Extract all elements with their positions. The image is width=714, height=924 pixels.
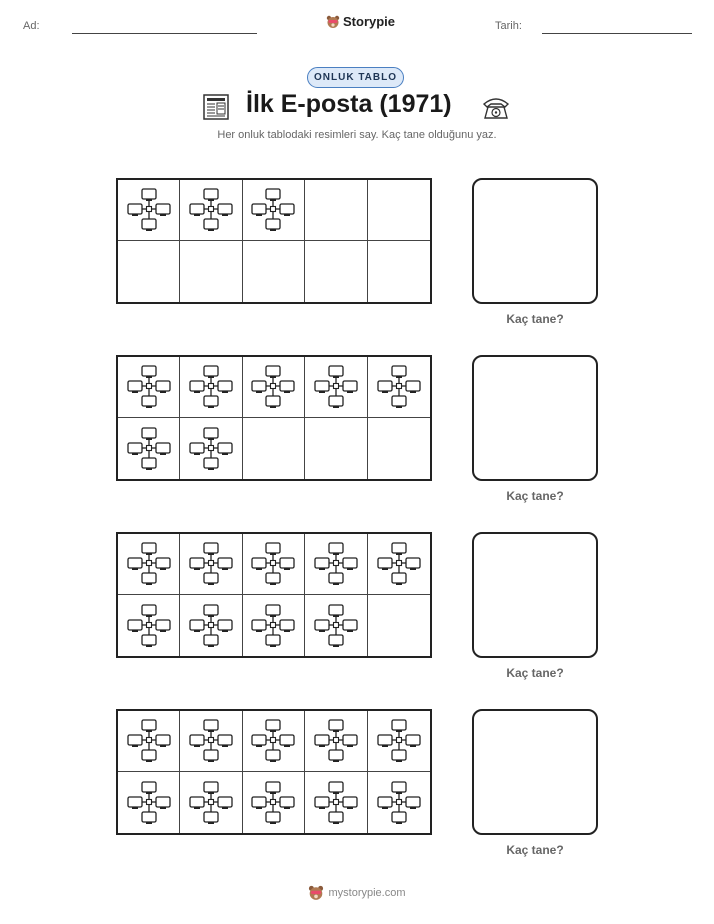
computer-network-icon [188,363,234,411]
computer-network-icon [313,779,359,827]
ten-frame-cell [305,711,367,772]
date-line[interactable] [542,33,692,34]
telephone-icon [480,92,512,122]
computer-network-icon [126,186,172,234]
ten-frame-2 [116,355,432,481]
computer-network-icon [188,540,234,588]
ten-frame-cell [368,418,430,479]
worksheet-header [0,0,714,50]
answer-box-2[interactable] [472,355,598,481]
computer-network-icon [313,717,359,765]
computer-network-icon [313,363,359,411]
ten-frame-cell [305,534,367,595]
ten-frame-1 [116,178,432,304]
answer-label-3: Kaç tane? [506,666,564,680]
ten-frame-cell [305,180,367,241]
ten-frame-cell [180,711,242,772]
ten-frame-cell [368,180,430,241]
brand-logo [326,14,395,29]
ten-frame-cell [368,241,430,302]
page-title: İlk E-posta (1971) [246,90,452,118]
date-label: Tarih: [495,20,522,32]
ten-frame-3 [116,532,432,658]
ten-frame-cell [118,418,180,479]
ten-frame-cell [243,418,305,479]
computer-network-icon [313,540,359,588]
ten-frame-cell [180,595,242,656]
ten-frame-cell [180,180,242,241]
computer-network-icon [188,779,234,827]
ten-frame-cell [180,772,242,833]
ten-frame-cell [118,241,180,302]
answer-box-1[interactable] [472,178,598,304]
ten-frame-cell [243,180,305,241]
ten-frame-cell [368,357,430,418]
computer-network-icon [188,717,234,765]
ten-frame-cell [243,534,305,595]
footer [0,885,714,901]
ten-frame-cell [243,595,305,656]
instructions: Her onluk tablodaki resimleri say. Kaç tane olduğunu yaz. [217,129,497,141]
ten-frame-cell [305,241,367,302]
ten-frame-cell [305,357,367,418]
ten-frame-cell [180,534,242,595]
answer-box-3[interactable] [472,532,598,658]
computer-network-icon [126,425,172,473]
ten-frame-cell [118,534,180,595]
computer-network-icon [188,602,234,650]
computer-network-icon [126,540,172,588]
computer-network-icon [250,602,296,650]
computer-network-icon [126,717,172,765]
ten-frame-cell [305,772,367,833]
answer-label-2: Kaç tane? [506,489,564,503]
computer-network-icon [250,779,296,827]
computer-network-icon [126,602,172,650]
answer-label-4: Kaç tane? [506,843,564,857]
computer-network-icon [250,186,296,234]
ten-frame-cell [368,595,430,656]
computer-network-icon [313,602,359,650]
name-label: Ad: [23,20,40,32]
ten-frame-cell [118,772,180,833]
computer-network-icon [250,717,296,765]
title-row [0,88,714,126]
ten-frame-4 [116,709,432,835]
ten-frame-cell [118,595,180,656]
computer-network-icon [188,425,234,473]
computer-network-icon [250,363,296,411]
ten-frame-cell [305,595,367,656]
ten-frame-cell [305,418,367,479]
newspaper-icon [201,92,231,122]
name-line[interactable] [72,33,257,34]
ten-frame-cell [368,534,430,595]
ten-frame-cell [243,357,305,418]
ten-frame-cell [368,772,430,833]
brand-name: Storypie [343,14,396,29]
footer-url: mystorypie.com [328,887,406,899]
ten-frame-cell [368,711,430,772]
ten-frame-cell [180,241,242,302]
computer-network-icon [376,779,422,827]
computer-network-icon [376,717,422,765]
bear-mascot-icon [308,885,324,901]
ten-frame-cell [243,711,305,772]
computer-network-icon [188,186,234,234]
ten-frame-cell [180,418,242,479]
ten-frame-cell [118,711,180,772]
ten-frame-cell [243,772,305,833]
computer-network-icon [250,540,296,588]
ten-frame-cell [180,357,242,418]
answer-box-4[interactable] [472,709,598,835]
computer-network-icon [126,779,172,827]
ten-frame-cell [118,357,180,418]
ten-frame-cell [118,180,180,241]
bear-mascot-icon [326,15,340,29]
category-badge: ONLUK TABLO [307,67,404,88]
ten-frame-cell [243,241,305,302]
computer-network-icon [376,363,422,411]
computer-network-icon [376,540,422,588]
answer-label-1: Kaç tane? [506,312,564,326]
computer-network-icon [126,363,172,411]
